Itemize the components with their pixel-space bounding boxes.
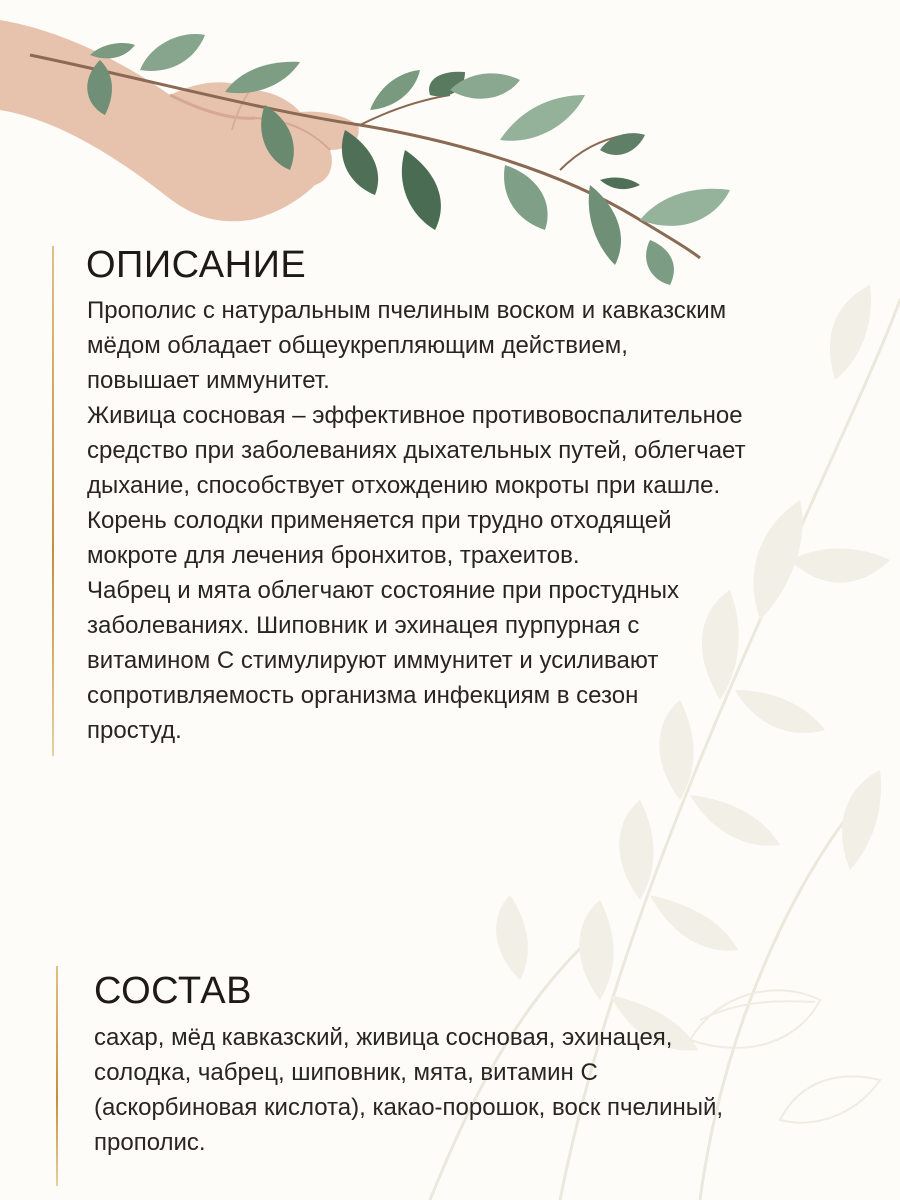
description-line: Корень солодки применяется при трудно отходящей <box>87 507 672 534</box>
composition-title: СОСТАВ <box>94 970 252 1012</box>
description-line: Прополис с натуральным пчелиным воском и кавказским <box>87 297 727 324</box>
composition-line: сахар, мёд кавказский, живица сосновая, эхинацея, <box>94 1024 673 1051</box>
description-line: средство при заболеваниях дыхательных путей, облегчает <box>87 437 746 464</box>
description-accent-line <box>52 246 54 756</box>
description-line: витамином С стимулируют иммунитет и усиливают <box>87 647 659 674</box>
description-line: дыхание, способствует отхождению мокроты при кашле. <box>87 472 721 499</box>
description-line: Живица сосновая – эффективное противовоспалительное <box>87 402 743 429</box>
description-line: Чабрец и мята облегчают состояние при простудных <box>87 577 680 604</box>
description-line: простуд. <box>87 717 182 744</box>
description-title: ОПИСАНИЕ <box>86 244 307 286</box>
description-line: мёдом обладает общеукрепляющим действием, <box>87 332 628 359</box>
composition-text <box>94 1020 854 1160</box>
description-text <box>87 293 857 748</box>
composition-accent-line <box>56 966 58 1186</box>
description-line: мокроте для лечения бронхитов, трахеитов. <box>87 542 580 569</box>
composition-line: (аскорбиновая кислота), какао-порошок, воск пчелиный, <box>94 1094 724 1121</box>
composition-line: солодка, чабрец, шиповник, мята, витамин С <box>94 1059 598 1086</box>
description-line: заболеваниях. Шиповник и эхинацея пурпурная с <box>87 612 640 639</box>
description-line: сопротивляемость организма инфекциям в сезон <box>87 682 639 709</box>
description-line: повышает иммунитет. <box>87 367 330 394</box>
composition-line: прополис. <box>94 1129 206 1156</box>
